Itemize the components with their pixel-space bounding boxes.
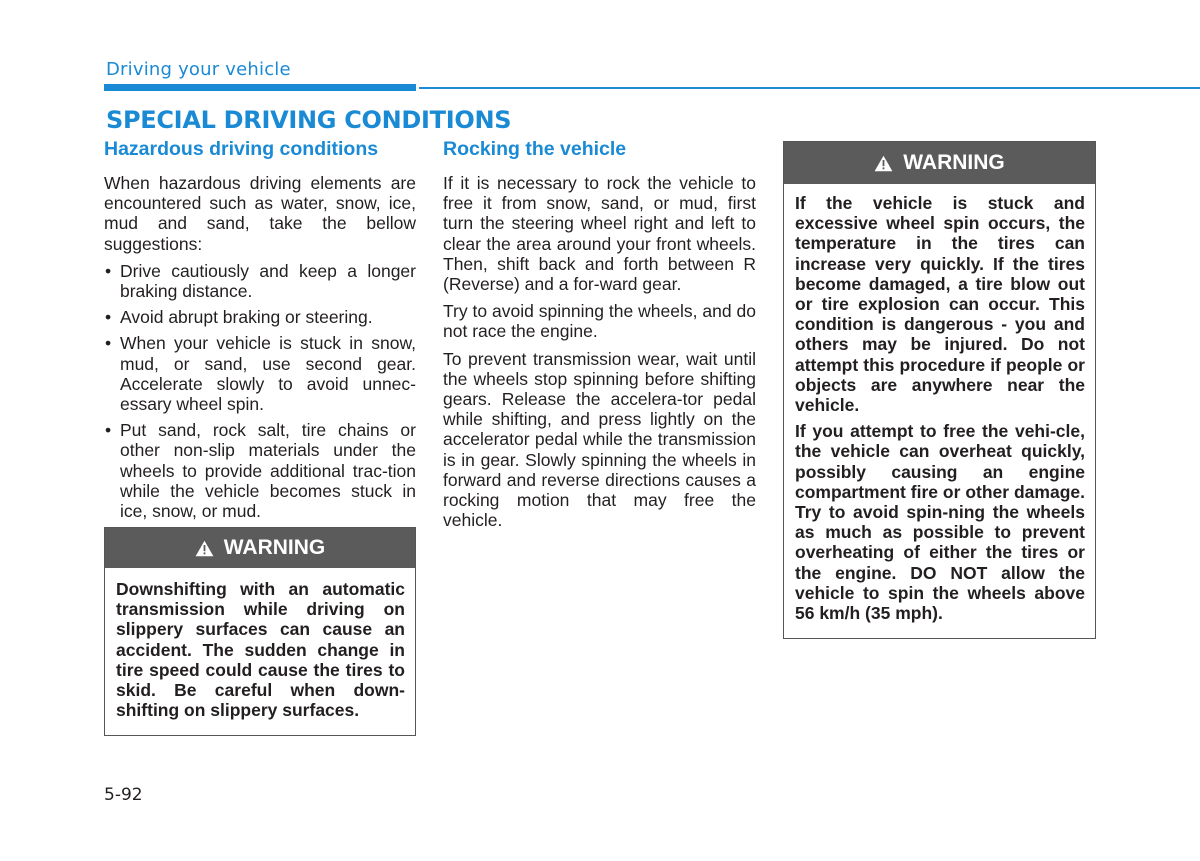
page-number: 5-92 xyxy=(104,785,143,805)
warning-text: If you attempt to free the vehi-cle, the vehicle can overheat quickly, possibly causing an engine compartment fire or other damage. Try to avoid spin-ning the wheels as much as possible to prevent overheating of either the tires or the engine. DO NOT allow the vehicle to spin the wheels above 56 km/h (35 mph). xyxy=(795,421,1085,624)
section-title: SPECIAL DRIVING CONDITIONS xyxy=(106,106,512,134)
warning-header xyxy=(105,528,415,568)
warning-body xyxy=(784,184,1095,638)
column-hazardous xyxy=(104,138,416,527)
rocking-paragraph: If it is necessary to rock the vehicle to free it from snow, sand, or mud, first turn the steering wheel right and left to clear the area around your front wheels. Then, shift back and forth between R (Reverse) and a for-ward gear. xyxy=(443,173,756,295)
rocking-heading: Rocking the vehicle xyxy=(443,138,627,160)
warning-label: WARNING xyxy=(223,536,326,559)
header-rule-thin xyxy=(419,87,1200,89)
rocking-paragraph: To prevent transmission wear, wait until the wheels stop spinning before shifting gears. Release the accelera-tor pedal while shifting, and press lightly on the accelerator pedal while the transmission is in gear. Slowly spinning the wheels in forward and reverse directions causes a rocking motion that may free the vehicle. xyxy=(443,348,756,531)
bullet-item: • Put sand, rock salt, tire chains or other non-slip materials under the wheels to provide additional trac-tion while the vehicle becomes stuck in ice, snow, or mud. xyxy=(104,420,416,521)
bullet-item: • When your vehicle is stuck in snow, mud, or sand, use second gear. Accelerate slowly to avoid unnec-essary wheel spin. xyxy=(104,333,416,414)
warning-body xyxy=(105,568,415,735)
rocking-paragraph: Try to avoid spinning the wheels, and do not race the engine. xyxy=(443,301,756,342)
warning-text: If the vehicle is stuck and excessive wheel spin occurs, the temperature in the tires can increase very quickly. If the tires become damaged, a tire blow out or tire explosion can occur. This condition is dangerous - you and others may be injured. Do not attempt this procedure if people or objects are anywhere near the vehicle. xyxy=(795,193,1085,416)
warning-box-wheel-spin xyxy=(783,141,1096,639)
warning-triangle-icon xyxy=(874,155,893,172)
chapter-title: Driving your vehicle xyxy=(106,59,291,80)
hazardous-heading: Hazardous driving conditions xyxy=(104,138,379,160)
warning-box-downshifting xyxy=(104,527,416,736)
bullet-item: • Avoid abrupt braking or steering. xyxy=(104,307,416,327)
bullet-item: • Drive cautiously and keep a longer braking distance. xyxy=(104,261,416,301)
warning-triangle-icon xyxy=(195,540,214,557)
warning-text: Downshifting with an automatic transmission while driving on slippery surfaces can cause an accident. The sudden change in tire speed could cause the tires to skid. Be careful when down-shifting on slippery surfaces. xyxy=(116,579,405,721)
column-rocking xyxy=(443,138,756,537)
warning-header xyxy=(784,142,1095,184)
warning-label: WARNING xyxy=(903,151,1005,174)
hazardous-bullet-list xyxy=(104,261,416,521)
hazardous-intro: When hazardous driving elements are encountered such as water, snow, ice, mud and sand, take the bellow suggestions: xyxy=(104,173,416,254)
header-rule-thick xyxy=(104,84,416,91)
